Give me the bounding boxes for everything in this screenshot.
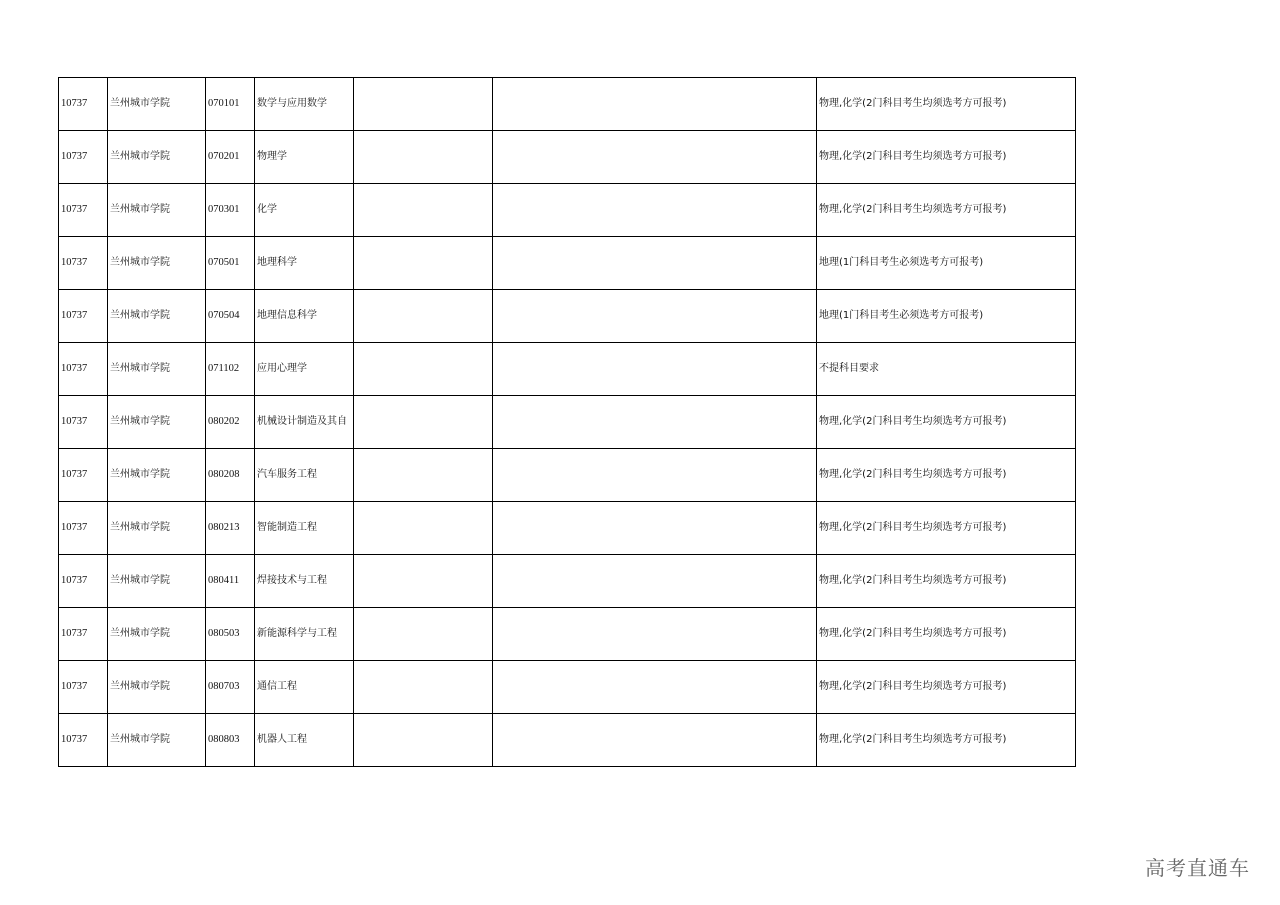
major-code-cell: 070201 [206,131,255,184]
table-row [59,237,1076,290]
subject-requirement-cell: 物理,化学(2门科目考生均须选考方可报考) [817,555,1076,608]
major-code-cell: 070501 [206,237,255,290]
table-row [59,661,1076,714]
blank-cell [354,290,493,343]
blank-cell [493,396,817,449]
major-name-cell: 焊接技术与工程 [255,555,354,608]
major-code-cell: 080803 [206,714,255,767]
table-row [59,396,1076,449]
major-name-cell: 机械设计制造及其自 [255,396,354,449]
major-code-cell: 071102 [206,343,255,396]
major-code-cell: 080202 [206,396,255,449]
blank-cell [354,78,493,131]
blank-cell [493,502,817,555]
blank-cell [493,184,817,237]
major-name-cell: 通信工程 [255,661,354,714]
table-row [59,78,1076,131]
blank-cell [354,502,493,555]
major-code-cell: 070504 [206,290,255,343]
school-name-cell: 兰州城市学院 [108,555,206,608]
school-name-cell: 兰州城市学院 [108,449,206,502]
subject-requirement-cell: 物理,化学(2门科目考生均须选考方可报考) [817,608,1076,661]
school-code-cell: 10737 [59,184,108,237]
blank-cell [493,714,817,767]
school-code-cell: 10737 [59,237,108,290]
table-row [59,131,1076,184]
table-row [59,714,1076,767]
major-code-cell: 070101 [206,78,255,131]
subject-requirement-cell: 物理,化学(2门科目考生均须选考方可报考) [817,714,1076,767]
subject-requirement-cell: 地理(1门科目考生必须选考方可报考) [817,290,1076,343]
major-name-cell: 机器人工程 [255,714,354,767]
school-code-cell: 10737 [59,396,108,449]
major-name-cell: 化学 [255,184,354,237]
major-code-cell: 070301 [206,184,255,237]
blank-cell [354,184,493,237]
school-name-cell: 兰州城市学院 [108,608,206,661]
blank-cell [493,78,817,131]
blank-cell [493,555,817,608]
subject-requirement-cell: 物理,化学(2门科目考生均须选考方可报考) [817,131,1076,184]
blank-cell [354,131,493,184]
subject-requirement-cell: 物理,化学(2门科目考生均须选考方可报考) [817,396,1076,449]
school-name-cell: 兰州城市学院 [108,502,206,555]
major-code-cell: 080208 [206,449,255,502]
school-name-cell: 兰州城市学院 [108,237,206,290]
major-name-cell: 数学与应用数学 [255,78,354,131]
major-name-cell: 智能制造工程 [255,502,354,555]
table-row [59,184,1076,237]
subject-requirement-cell: 物理,化学(2门科目考生均须选考方可报考) [817,502,1076,555]
blank-cell [493,237,817,290]
school-name-cell: 兰州城市学院 [108,714,206,767]
subject-requirement-cell: 物理,化学(2门科目考生均须选考方可报考) [817,661,1076,714]
major-name-cell: 地理信息科学 [255,290,354,343]
blank-cell [354,396,493,449]
major-code-cell: 080503 [206,608,255,661]
subject-requirement-cell: 不提科目要求 [817,343,1076,396]
blank-cell [493,290,817,343]
school-code-cell: 10737 [59,290,108,343]
table-body [59,78,1076,767]
table-row [59,290,1076,343]
major-name-cell: 地理科学 [255,237,354,290]
major-code-cell: 080703 [206,661,255,714]
table-row [59,343,1076,396]
school-code-cell: 10737 [59,714,108,767]
school-name-cell: 兰州城市学院 [108,343,206,396]
major-name-cell: 新能源科学与工程 [255,608,354,661]
school-name-cell: 兰州城市学院 [108,78,206,131]
blank-cell [493,449,817,502]
school-name-cell: 兰州城市学院 [108,290,206,343]
blank-cell [354,237,493,290]
blank-cell [354,714,493,767]
table-row [59,608,1076,661]
school-code-cell: 10737 [59,661,108,714]
watermark-text: 高考直通车 [1145,856,1250,880]
subject-requirement-cell: 物理,化学(2门科目考生均须选考方可报考) [817,449,1076,502]
blank-cell [493,661,817,714]
table-row [59,449,1076,502]
blank-cell [354,555,493,608]
blank-cell [354,608,493,661]
school-name-cell: 兰州城市学院 [108,184,206,237]
major-name-cell: 汽车服务工程 [255,449,354,502]
school-name-cell: 兰州城市学院 [108,131,206,184]
major-code-cell: 080213 [206,502,255,555]
subject-requirement-cell: 物理,化学(2门科目考生均须选考方可报考) [817,78,1076,131]
school-code-cell: 10737 [59,131,108,184]
blank-cell [354,343,493,396]
school-code-cell: 10737 [59,608,108,661]
school-code-cell: 10737 [59,343,108,396]
table-row [59,555,1076,608]
major-code-cell: 080411 [206,555,255,608]
school-name-cell: 兰州城市学院 [108,661,206,714]
blank-cell [354,661,493,714]
table-row [59,502,1076,555]
school-code-cell: 10737 [59,555,108,608]
major-name-cell: 应用心理学 [255,343,354,396]
blank-cell [493,343,817,396]
major-name-cell: 物理学 [255,131,354,184]
school-code-cell: 10737 [59,78,108,131]
blank-cell [354,449,493,502]
subject-requirement-cell: 物理,化学(2门科目考生均须选考方可报考) [817,184,1076,237]
subject-requirement-cell: 地理(1门科目考生必须选考方可报考) [817,237,1076,290]
major-requirements-table [58,77,1076,767]
school-name-cell: 兰州城市学院 [108,396,206,449]
school-code-cell: 10737 [59,502,108,555]
blank-cell [493,608,817,661]
blank-cell [493,131,817,184]
school-code-cell: 10737 [59,449,108,502]
